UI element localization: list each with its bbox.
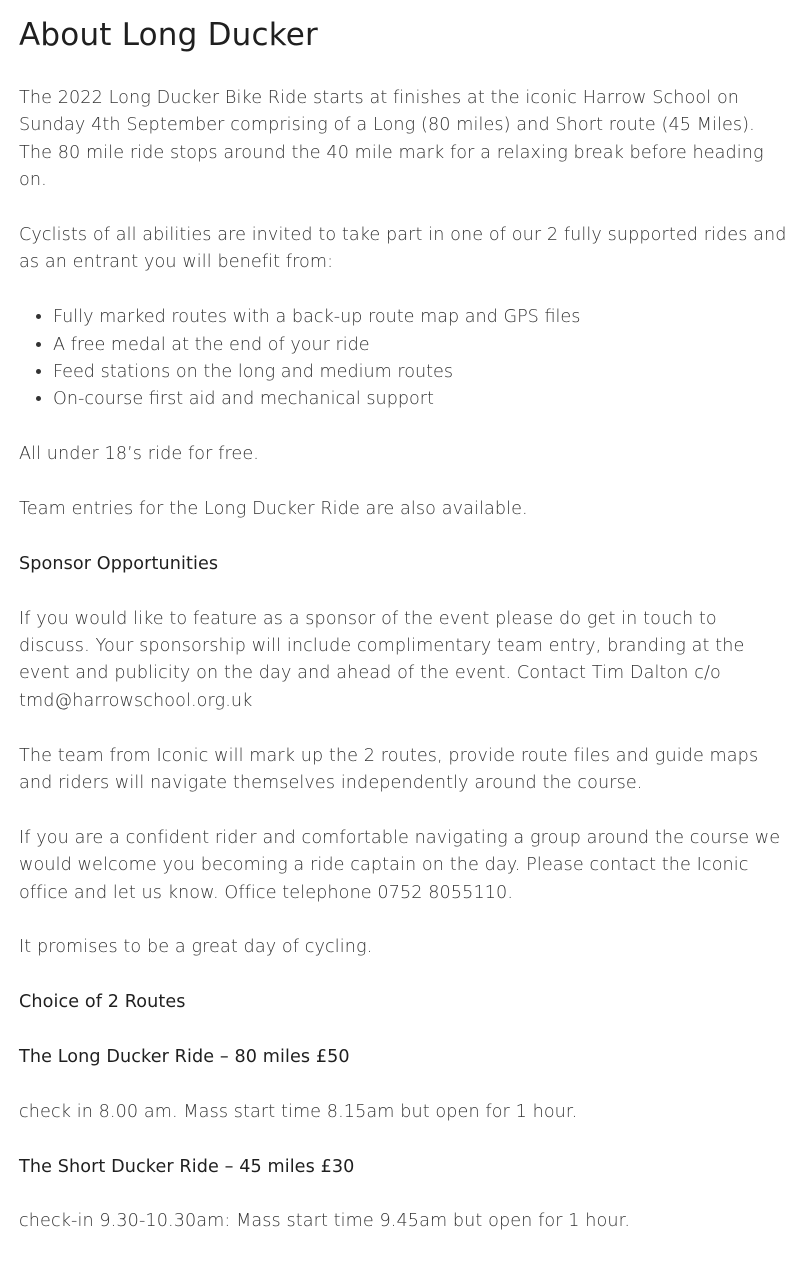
- benefits-list: [19, 304, 789, 414]
- routes-heading: Choice of 2 Routes: [19, 992, 186, 1013]
- list-item: • Fully marked routes with a back-up route map and GPS files: [53, 304, 789, 331]
- list-item: • A free medal at the end of your ride: [53, 332, 789, 359]
- under18-paragraph: All under 18’s ride for free.: [19, 444, 259, 465]
- article-body: [19, 85, 789, 1236]
- invite-paragraph: Cyclists of all abilities are invited to take part in one of our 2 fully supported rides and as an entrant you will benefit from:: [19, 225, 787, 273]
- teams-paragraph: Team entries for the Long Ducker Ride are also available.: [19, 499, 528, 520]
- page-title: About Long Ducker: [19, 17, 319, 53]
- list-item: • Feed stations on the long and medium routes: [53, 359, 789, 386]
- intro-paragraph: The 2022 Long Ducker Bike Ride starts at finishes at the iconic Harrow School on Sunday 4th September comprising of a Long (80 miles) and Short route (45 Miles). The 80 mile ride stops around the 40 mile mark for a relaxing break before heading on.: [19, 88, 764, 191]
- sponsor-heading: Sponsor Opportunities: [19, 553, 219, 574]
- long-route-heading: The Long Ducker Ride – 80 miles £50: [19, 1047, 350, 1068]
- promise-paragraph: It promises to be a great day of cycling.: [19, 937, 373, 958]
- short-route-heading: The Short Ducker Ride – 45 miles £30: [19, 1156, 355, 1177]
- sponsor-paragraph: If you would like to feature as a sponsor of the event please do get in touch to discuss. Your sponsorship will include complimentary team entry, branding at the event and publicity on the day and ahead of the event. Contact Tim Dalton c/o tmd@harrowschool.org.uk: [19, 608, 745, 711]
- list-item: • On-course first aid and mechanical support: [53, 386, 789, 413]
- short-route-details: check-in 9.30-10.30am: Mass start time 9.45am but open for 1 hour.: [19, 1211, 631, 1232]
- ride-captain-paragraph: If you are a confident rider and comfortable navigating a group around the course we would welcome you becoming a ride captain on the day. Please contact the Iconic office and let us know. Office telephone 0752 8055110.: [19, 827, 781, 903]
- iconic-team-paragraph: The team from Iconic will mark up the 2 routes, provide route files and guide maps and riders will navigate themselves independently around the course.: [19, 745, 759, 794]
- long-route-details: check in 8.00 am. Mass start time 8.15am but open for 1 hour.: [19, 1101, 578, 1122]
